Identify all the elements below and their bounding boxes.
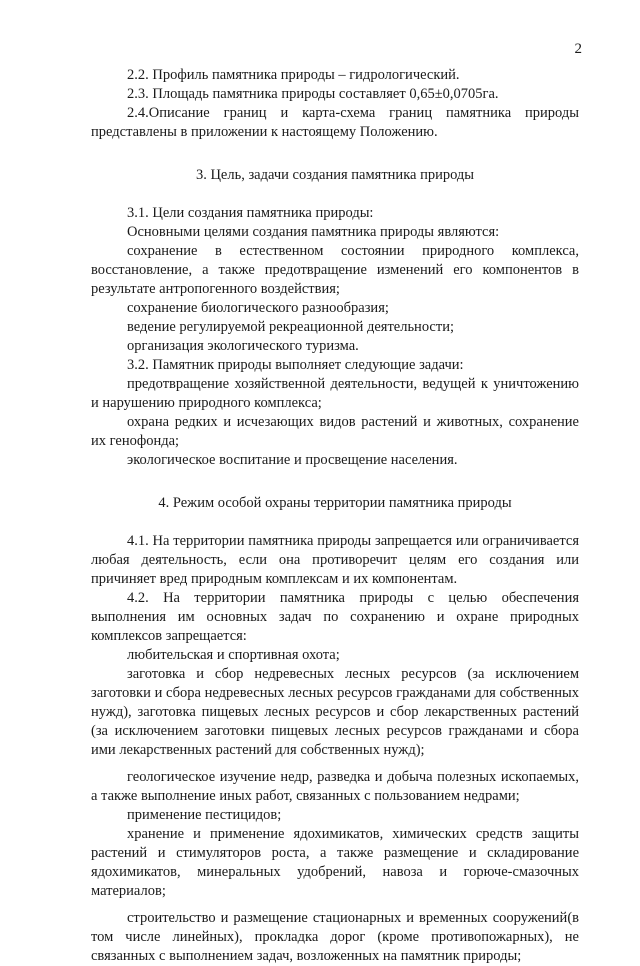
task-item: охрана редких и исчезающих видов растений и животных, сохранение их генофонда; (91, 414, 579, 449)
goal-item: организация экологического туризма. (127, 338, 359, 354)
task-item: экологическое воспитание и просвещение населения. (127, 452, 458, 468)
paragraph-4-2: 4.2. На территории памятника природы с целью обеспечения выполнения им основных задач по сохранению и охране природных комплексов запрещается: (91, 590, 579, 644)
goal-item: сохранение биологического разнообразия; (127, 300, 389, 316)
section-4-heading: 4. Режим особой охраны территории памятника природы (158, 495, 512, 511)
paragraph-3-2: 3.2. Памятник природы выполняет следующие задачи: (127, 357, 464, 373)
goals-intro: Основными целями создания памятника природы являются: (127, 224, 500, 240)
paragraph-4-1: 4.1. На территории памятника природы запрещается или ограничивается любая деятельность, если она противоречит целям его создания или причиняет вред природным комплексам и их компонентам. (91, 533, 579, 587)
prohibited-item: применение пестицидов; (127, 807, 282, 823)
prohibited-item: заготовка и сбор недревесных лесных ресурсов (за исключением заготовки и сбора недревесных лесных ресурсов гражданами для собственных нужд), заготовка пищевых лесных ресурсов и сбор лекарственных растений (за исключением заготовки пищевых лесных ресурсов гражданами и сбора ими лекарственных растений для собственных нужд); (91, 666, 579, 758)
paragraph-2-4: 2.4.Описание границ и карта-схема границ памятника природы представлены в приложении к настоящему Положению. (91, 105, 579, 140)
page-number: 2 (574, 41, 582, 57)
task-item: предотвращение хозяйственной деятельности, ведущей к уничтожению и нарушению природного комплекса; (91, 376, 579, 411)
document-body (91, 66, 579, 966)
prohibited-item: геологическое изучение недр, разведка и добыча полезных ископаемых, а также выполнение иных работ, связанных с пользованием недрами; (91, 769, 579, 804)
prohibited-item: любительская и спортивная охота; (127, 647, 340, 663)
prohibited-item: хранение и применение ядохимикатов, химических средств защиты растений и стимуляторов роста, а также размещение и складирование ядохимикатов, минеральных удобрений, навоза и горюче-смазочных материалов; (91, 826, 579, 899)
paragraph-2-2: 2.2. Профиль памятника природы – гидрологический. (127, 67, 460, 83)
paragraph-2-3: 2.3. Площадь памятника природы составляет 0,65±0,0705га. (127, 86, 499, 102)
goal-item: сохранение в естественном состоянии природного комплекса, восстановление, а также предотвращение изменений его компонентов в результате антропогенного воздействия; (91, 243, 579, 297)
paragraph-3-1: 3.1. Цели создания памятника природы: (127, 205, 374, 221)
goal-item: ведение регулируемой рекреационной деятельности; (127, 319, 454, 335)
prohibited-item: строительство и размещение стационарных и временных сооружений(в том числе линейных), прокладка дорог (кроме противопожарных), не связанных с выполнением задач, возложенных на памятник природы; (91, 910, 579, 964)
section-3-heading: 3. Цель, задачи создания памятника природы (195, 167, 475, 183)
